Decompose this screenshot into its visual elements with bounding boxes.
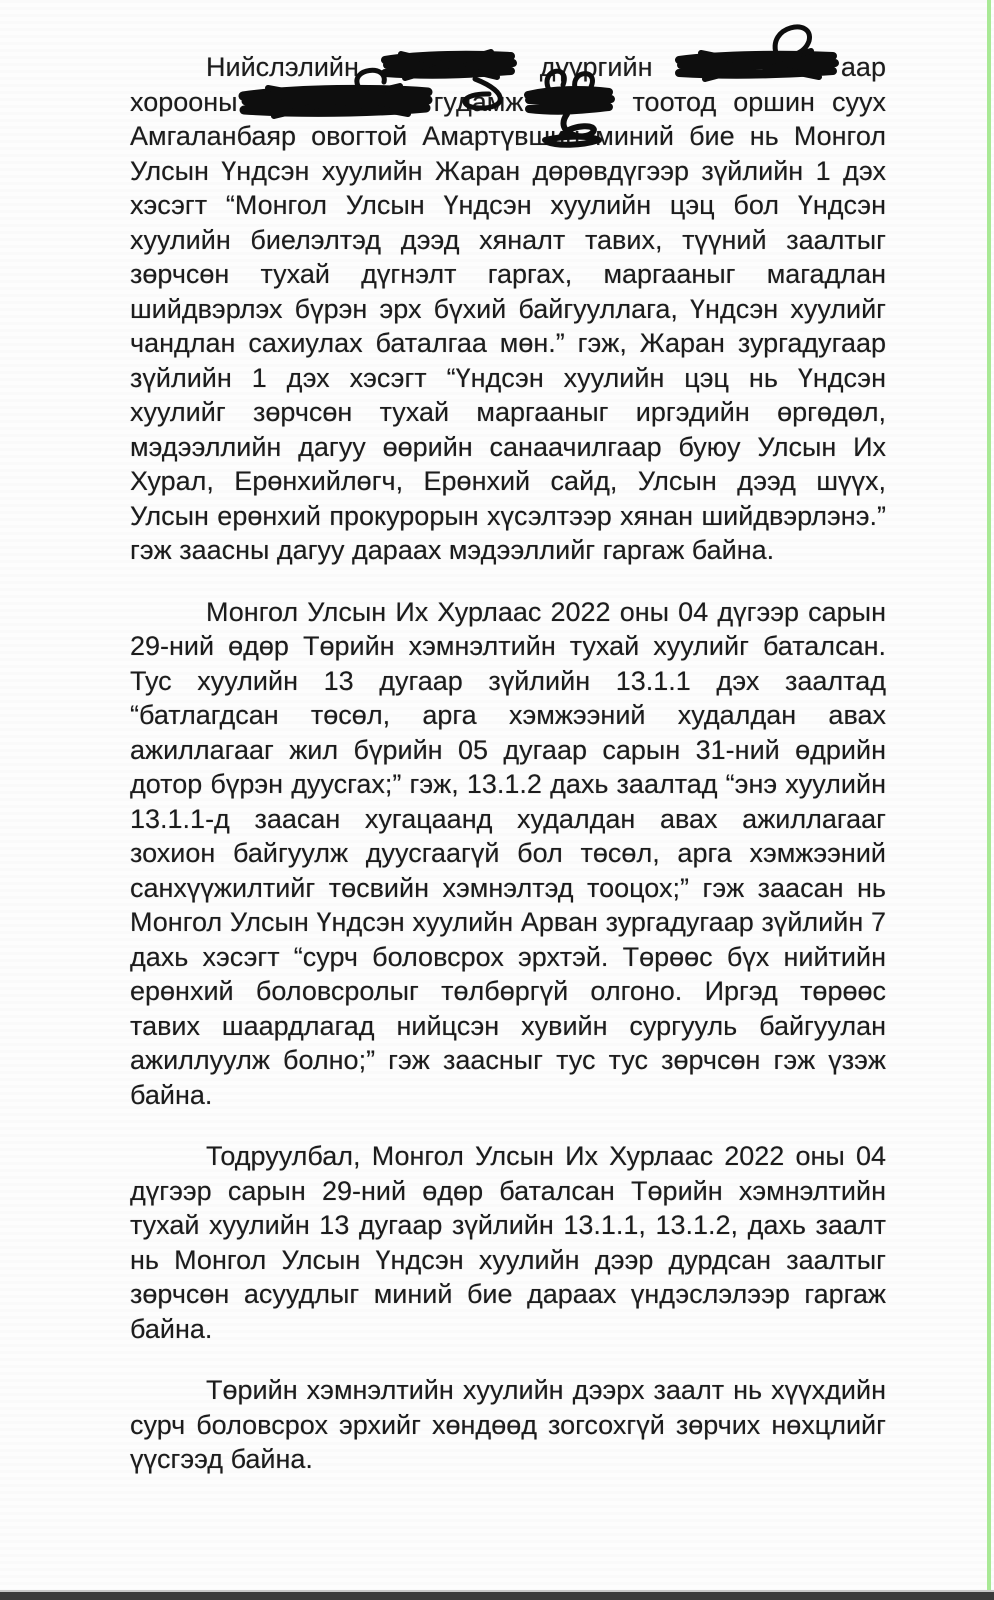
paragraph-2: Монгол Улсын Их Хурлаас 2022 оны 04 дүгээр сарын 29-ний өдөр Төрийн хэмнэлтийн тухай хуулийг баталсан. Тус хуулийн 13 дугаар зүйлийн 13.1.1 дэх заалтад “батлагдсан төсөл, арга хэмжээний худалдан авах ажиллагааг жил бүрийн 05 дугаар сарын 31-ний өдрийн дотор бүрэн дуусгах;” гэж, 13.1.2 дахь заалтад “энэ хуулийн 13.1.1-д заасан хугацаанд худалдан авах ажиллагааг зохион байгуулж дуусгаагүй бол төсөл, арга хэмжээний санхүүжилтийг төсвийн хэмнэлтэд тооцох;” гэж заасан нь Монгол Улсын Үндсэн хуулийн Арван зургадугаар зүйлийн 7 дахь хэсэгт “сурч боловсрох эрхтэй. Төрөөс бүх нийтийн ерөнхий боловсролыг төлбөргүй олгоно. Иргэд төрөөс тавих шаардлагад нийцсэн хувийн сургууль байгуулан ажиллуулж болно;” гэж заасныг тус тус зөрчсөн гэж үзэж байна.: [130, 596, 886, 1110]
text-toot: тоотод оршин суух: [632, 86, 886, 117]
paragraph-address: [130, 50, 886, 568]
page-edge-line: [987, 0, 991, 1600]
redaction-scribble-street: [238, 88, 434, 116]
paragraph-1-body: Амгаланбаяр овогтой Амартүвшин миний бие нь Монгол Улсын Үндсэн хуулийн Жаран дөрөвдүгээр зүйлийн 1 дэх хэсэгт “Монгол Улсын Үндсэн хуулийн цэц бол Үндсэн хуулийн биелэлтэд дээд хяналт тавих, түүний заалтыг зөрчсөн тухай дүгнэлт гаргах, маргааныг магадлан шийдвэрлэх бүрэн эрх бүхий байгууллага, Үндсэн хуулийг чандлан сахиулах баталгаа мөн.” гэж, Жаран зургадугаар зүйлийн 1 дэх хэсэгт “Үндсэн хуулийн цэц нь Үндсэн хуулийг зөрчсөн тухай маргааныг иргэдийн өргөдөл, мэдээллийн дагуу өөрийн санаачилгаар буюу Улсын Их Хурал, Ерөнхийлөгч, Ерөнхий сайд, Улсын дээд шүүх, Улсын ерөнхий прокурорын хүсэлтээр хянан шийдвэрлэнэ.” гэж заасны дагуу дараах мэдээллийг гаргаж байна.: [130, 121, 886, 565]
text-khoroo: хорооны: [130, 86, 238, 117]
redaction-scribble-number: [673, 53, 841, 81]
text-city: Нийслэлийн: [206, 52, 359, 82]
paragraph-3: Тодруулбал, Монгол Улсын Их Хурлаас 2022 оны 04 дүгээр сарын 29-ний өдөр баталсан Төрийн хэмнэлтийн тухай хуулийн 13 дугаар зүйлийн 13.1.1, 13.1.2, дахь заалт нь Монгол Улсын Үндсэн хуулийн дээр дурдсан заалтыг зөрчсөн асуудлыг миний бие дараах үндэслэлээр гаргаж байна.: [130, 1141, 886, 1344]
text-gudamj: гудамж: [433, 86, 524, 117]
text-dugaar-tail: аар: [840, 52, 886, 82]
paragraph-4: Төрийн хэмнэлтийн хуулийн дээрх заалт нь хүүхдийн сурч боловсрох эрхийг хөндөөд зогсохгүй зөрчих нөхцлийг үүсгээд байна.: [130, 1375, 886, 1474]
redaction-scribble-house-number: [523, 88, 615, 116]
document-text: [130, 50, 886, 1477]
redaction-scribble-district: [379, 53, 519, 81]
text-district: дүүргийн: [539, 52, 653, 82]
bottom-edge-bar: [0, 1590, 994, 1600]
